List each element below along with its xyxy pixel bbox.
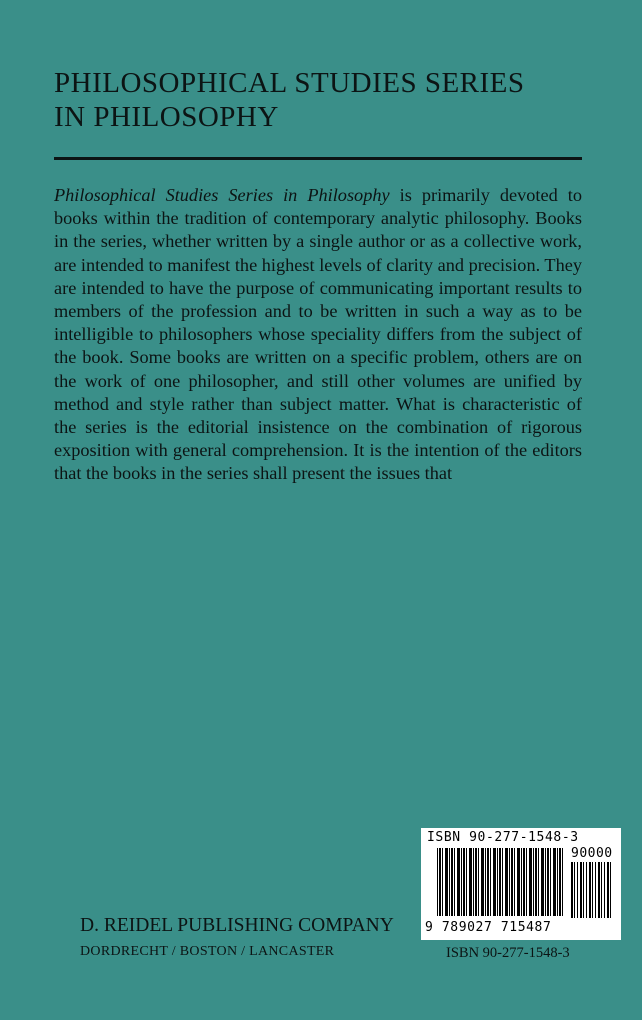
- isbn-barcode: [421, 828, 621, 940]
- series-name-italic: Philosophical Studies Series in Philosophy: [54, 185, 390, 205]
- price-barcode-bars: [571, 862, 613, 918]
- ean-barcode-bars: [437, 848, 563, 916]
- series-description: [54, 184, 582, 486]
- series-title-line-1: PHILOSOPHICAL STUDIES SERIES: [54, 67, 525, 99]
- title-divider: [54, 157, 582, 160]
- barcode-isbn-label: ISBN 90-277-1548-3: [427, 830, 579, 845]
- series-title: [54, 66, 594, 134]
- barcode-ean-number: 9 789027 715487: [425, 920, 552, 935]
- publisher-places: DORDRECHT / BOSTON / LANCASTER: [80, 944, 335, 959]
- isbn-number: ISBN 90-277-1548-3: [446, 945, 570, 961]
- series-description-text: is primarily devoted to books within the tradition of contemporary analytic philosophy. Books in the series, whether written by a single author or as a collective work, are intended to manifest the highest levels of clarity and precision. They are intended to have the purpose of communicating important results to members of the profession and to be written in such a way as to be intelligible to philosophers whose speciality differs from the subject of the book. Some books are written on a specific problem, others are on the work of one philosopher, and still other volumes are unified by method and style rather than subject matter. What is characteristic of the series is the editorial insistence on the combination of rigorous exposition with general comprehension. It is the intention of the editors that the books in the series shall present the issues that: [54, 185, 582, 484]
- barcode-price-code: 90000: [571, 846, 613, 861]
- publisher-name: D. REIDEL PUBLISHING COMPANY: [80, 915, 394, 936]
- series-title-line-2: IN PHILOSOPHY: [54, 101, 279, 133]
